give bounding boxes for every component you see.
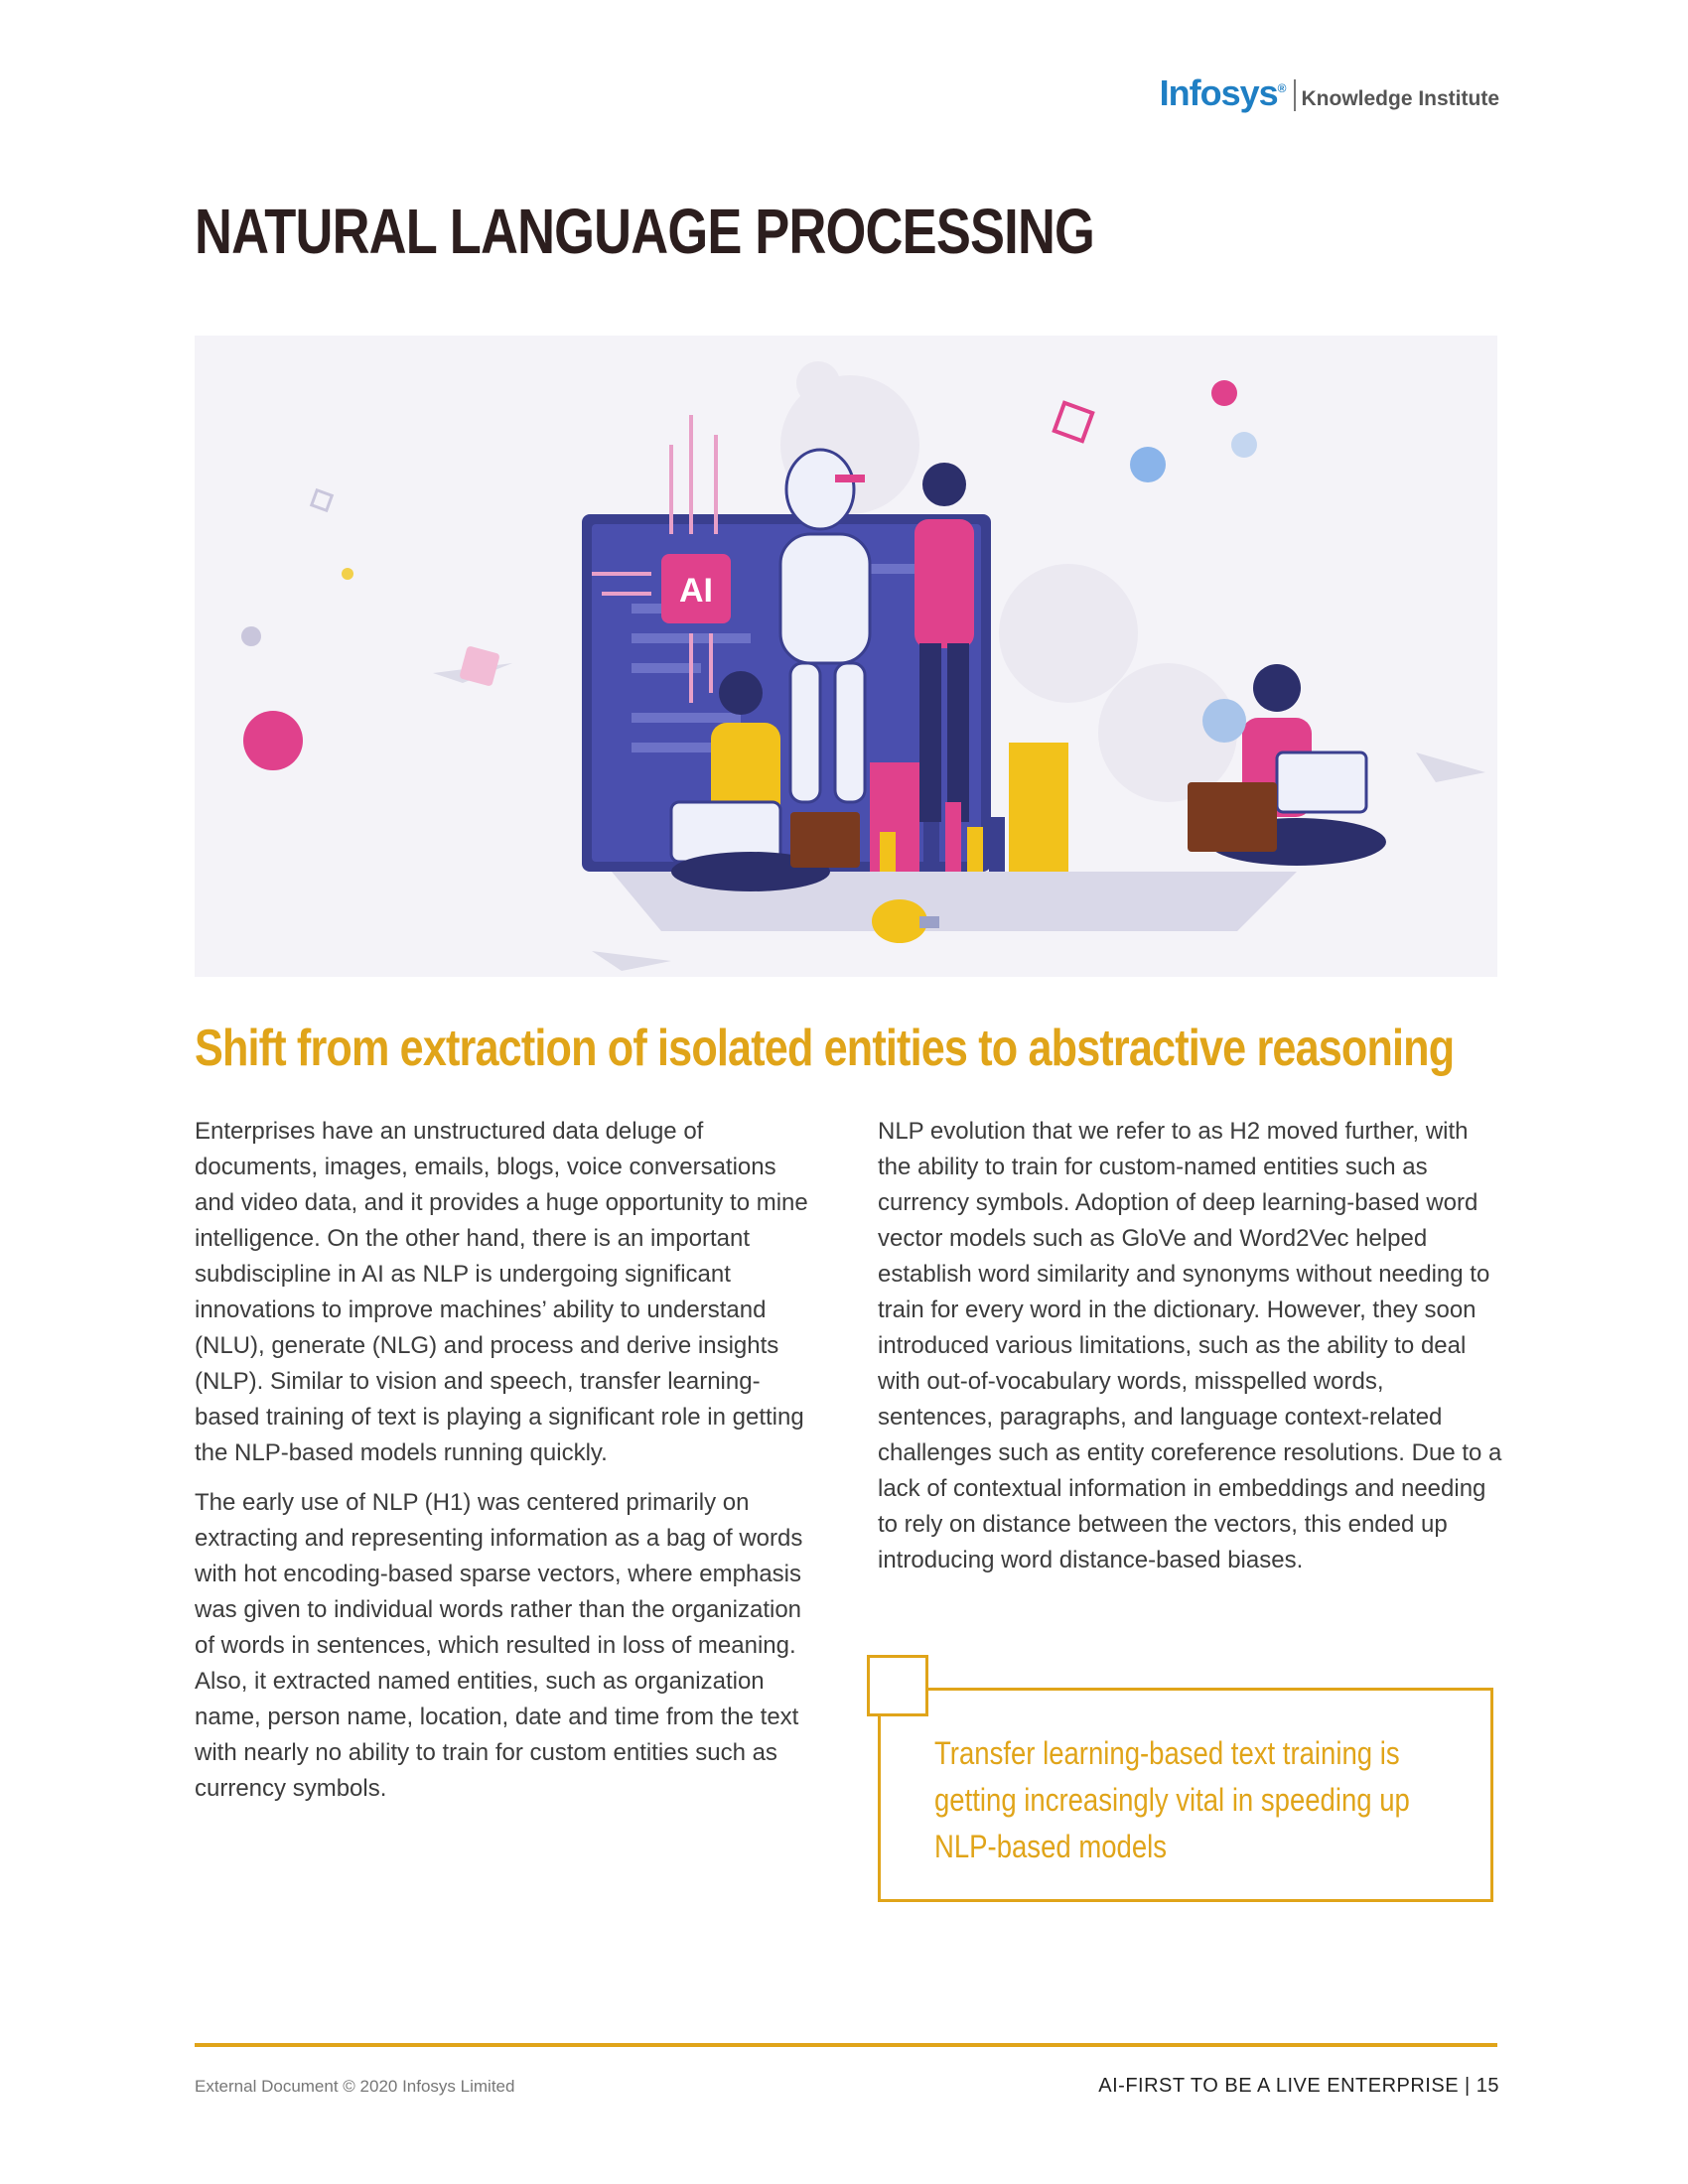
logo-brand: Infosys®: [1159, 72, 1286, 113]
footer-page-info: [1098, 2075, 1499, 2098]
section-heading: Shift from extraction of isolated entities to abstractive reasoning: [195, 1020, 1455, 1077]
logo-subbrand: Knowledge Institute: [1301, 87, 1499, 110]
paragraph: The early use of NLP (H1) was centered primarily on extracting and representing information as a bag of words with hot encoding-based sparse vectors, where emphasis was given to individual words rather than the organization of words in sentences, which resulted in loss of meaning. Also, it extracted named entities, such as organization name, person name, location, date and time from the text with nearly no ability to train for custom entities such as currency symbols.: [195, 1489, 803, 1802]
hero-illustration: [195, 336, 1497, 977]
paragraph: Enterprises have an unstructured data deluge of documents, images, emails, blogs, voice conversations and video data, and it provides a huge opportunity to mine intelligence. On the other hand, there is an important subdiscipline in AI as NLP is undergoing significant innovations to improve machines’ ability to understand (NLU), generate (NLG) and process and derive insights (NLP). Similar to vision and speech, transfer learning-based training of text is playing a significant role in getting the NLP-based models running quickly.: [195, 1118, 808, 1466]
nlp-illustration: [195, 336, 1497, 977]
infosys-knowledge-institute-logo: [1159, 72, 1499, 113]
paragraph: NLP evolution that we refer to as H2 moved further, with the ability to train for custom-named entities such as currency symbols. Adoption of deep learning-based word vector models such as GloVe and Word2Vec helped establish word similarity and synonyms without needing to train for every word in the dictionary. However, they soon introduced various limitations, such as the ability to deal with out-of-vocabulary words, misspelled words, sentences, paragraphs, and language context-related challenges such as entity coreference resolutions. Due to a lack of contextual information in embeddings and needing to rely on distance between the vectors, this ended up introducing word distance-based biases.: [878, 1118, 1502, 1573]
left-column: [195, 1114, 820, 1821]
footer-rule: [195, 2043, 1497, 2047]
page-number: 15: [1476, 2075, 1499, 2097]
right-column: [878, 1114, 1503, 1592]
pull-quote-callout: [878, 1688, 1493, 1902]
footer-copyright: External Document © 2020 Infosys Limited: [195, 2077, 515, 2096]
footer-separator: |: [1465, 2075, 1471, 2097]
footer-document-title: AI-FIRST TO BE A LIVE ENTERPRISE: [1098, 2075, 1460, 2097]
logo-divider: [1294, 79, 1296, 111]
ai-badge-label: AI: [679, 572, 713, 610]
page-title: NATURAL LANGUAGE PROCESSING: [195, 196, 1095, 267]
speech-bubble-icon: [867, 1655, 928, 1716]
decor-circle: [243, 711, 303, 770]
pull-quote-text: Transfer learning-based text training is getting increasingly vital in speeding up NLP-based models: [934, 1735, 1410, 1864]
